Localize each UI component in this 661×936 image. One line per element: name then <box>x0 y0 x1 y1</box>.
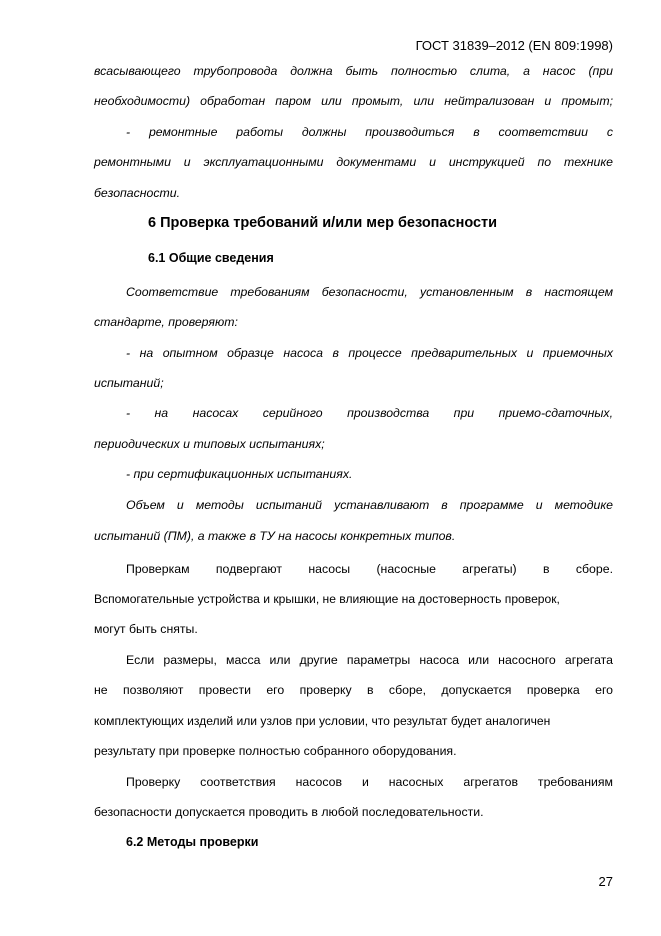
list-item: - на насосах серийного производства при приемо-сдаточных, <box>126 406 613 420</box>
text-line: результату при проверке полностью собранного оборудования. <box>94 744 457 758</box>
paragraph-line: Если размеры, масса или другие параметры насоса или насосного агрегата <box>126 653 613 667</box>
paragraph-line: Проверкам подвергают насосы (насосные агрегаты) в сборе. <box>126 562 613 576</box>
text-line: стандарте, проверяют: <box>94 315 238 329</box>
paragraph-line: Объем и методы испытаний устанавливают в программе и методике <box>126 498 613 512</box>
text-line: испытаний (ПМ), а также в ТУ на насосы конкретных типов. <box>94 529 456 543</box>
subsection-heading: 6.1 Общие сведения <box>148 251 274 265</box>
list-item: - при сертификационных испытаниях. <box>126 467 353 481</box>
text-line: не позволяют провести его проверку в сборе, допускается проверка его <box>94 683 613 697</box>
subsection-heading: 6.2 Методы проверки <box>126 835 259 849</box>
paragraph-line: Соответствие требованиям безопасности, установленным в настоящем <box>126 285 613 299</box>
text-line: ремонтными и эксплуатационными документами и инструкцией по технике <box>94 155 613 169</box>
text-line: Вспомогательные устройства и крышки, не влияющие на достоверность проверок, <box>94 592 560 606</box>
text-line: могут быть сняты. <box>94 622 198 636</box>
list-item: - ремонтные работы должны производиться в соответствии с <box>126 125 613 139</box>
text-line: необходимости) обработан паром или промыт, или нейтрализован и промыт; <box>94 94 613 108</box>
text-line: комплектующих изделий или узлов при условии, что результат будет аналогичен <box>94 714 551 728</box>
text-line: периодических и типовых испытаниях; <box>94 437 325 451</box>
text-line: безопасности. <box>94 186 181 200</box>
text-line: безопасности допускается проводить в любой последовательности. <box>94 805 484 819</box>
list-item: - на опытном образце насоса в процессе предварительных и приемочных <box>126 346 613 360</box>
paragraph-line: Проверку соответствия насосов и насосных агрегатов требованиям <box>126 775 613 789</box>
page-number: 27 <box>598 874 613 889</box>
text-line: всасывающего трубопровода должна быть полностью слита, а насос (при <box>94 64 613 78</box>
section-heading: 6 Проверка требований и/или мер безопасности <box>148 215 498 231</box>
text-line: испытаний; <box>94 376 164 390</box>
document-header: ГОСТ 31839–2012 (EN 809:1998) <box>415 38 613 53</box>
